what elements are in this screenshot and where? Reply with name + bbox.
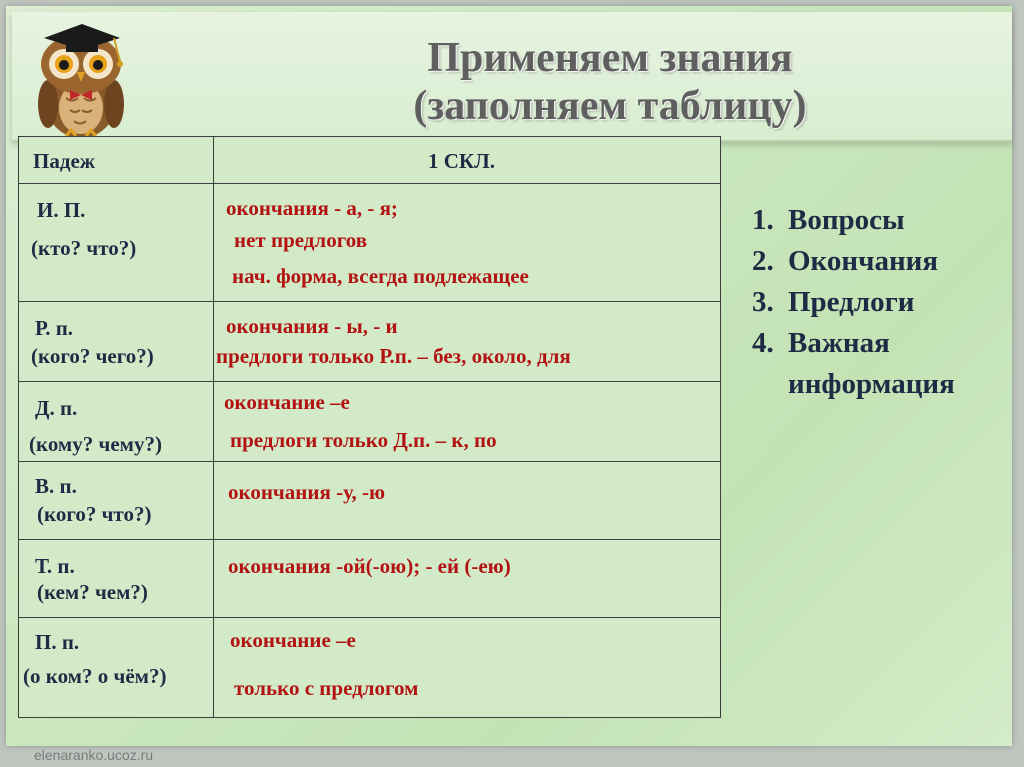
ending-line: окончания -ой(-ою); - ей (-ею)	[228, 554, 511, 578]
table-row	[19, 462, 721, 540]
table-header-row	[19, 137, 721, 184]
ending-cell	[214, 540, 721, 618]
topic-list	[752, 200, 988, 405]
table-row	[19, 618, 721, 718]
case-cell	[19, 618, 214, 718]
header-case-cell	[19, 137, 214, 184]
watermark: elenaranko.ucoz.ru	[34, 747, 154, 763]
list-number: 2.	[752, 245, 774, 277]
ending-line: нет предлогов	[234, 228, 368, 252]
list-item	[752, 282, 988, 323]
ending-cell	[214, 462, 721, 540]
case-cell	[19, 382, 214, 462]
list-number: 1.	[752, 204, 774, 236]
header-case-label: Падеж	[33, 149, 96, 173]
ending-cell	[214, 184, 721, 302]
case-cell	[19, 540, 214, 618]
case-name: П. п.	[35, 630, 80, 654]
table-row	[19, 184, 721, 302]
owl-teacher-icon	[22, 14, 140, 140]
ending-line: предлоги только Д.п. – к, по	[230, 428, 497, 452]
list-number: 3.	[752, 286, 774, 318]
table-row	[19, 302, 721, 382]
case-cell	[19, 184, 214, 302]
case-question: (о ком? о чём?)	[23, 664, 167, 688]
ending-line: окончание –е	[230, 628, 356, 652]
case-name: Т. п.	[35, 554, 75, 578]
ending-line: только с предлогом	[234, 676, 419, 700]
title-line-1: Применяем знания	[427, 35, 793, 81]
case-question: (кто? что?)	[31, 236, 137, 260]
table-row	[19, 382, 721, 462]
case-name: В. п.	[35, 474, 77, 498]
ending-cell	[214, 618, 721, 718]
ending-line: окончания -у, -ю	[228, 480, 386, 504]
header-decl-label: 1 СКЛ.	[428, 149, 496, 173]
declension-table	[18, 136, 721, 718]
case-name: Д. п.	[35, 396, 78, 420]
list-text: Важная информация	[788, 327, 955, 400]
case-question: (кому? чему?)	[29, 432, 162, 456]
case-cell	[19, 462, 214, 540]
ending-line: окончание –е	[224, 390, 350, 414]
list-text: Предлоги	[788, 286, 915, 318]
case-name: Р. п.	[35, 316, 74, 340]
list-item	[752, 241, 988, 282]
case-question: (кем? чем?)	[37, 580, 148, 604]
list-text: Вопросы	[788, 204, 905, 236]
list-item	[752, 323, 988, 405]
ending-line: нач. форма, всегда подлежащее	[232, 264, 529, 288]
ending-line: окончания - а, - я;	[226, 196, 398, 220]
header-decl-cell	[214, 137, 721, 184]
page-title	[270, 34, 950, 130]
ending-line: окончания - ы, - и	[226, 314, 398, 338]
title-line-2: (заполняем таблицу)	[413, 83, 807, 129]
case-cell	[19, 302, 214, 382]
list-number: 4.	[752, 327, 774, 359]
list-text: Окончания	[788, 245, 939, 277]
ending-cell	[214, 302, 721, 382]
case-name: И. П.	[37, 198, 86, 222]
ending-line: предлоги только Р.п. – без, около, для	[216, 344, 571, 368]
table-row	[19, 540, 721, 618]
case-question: (кого? что?)	[37, 502, 152, 526]
ending-cell	[214, 382, 721, 462]
list-item	[752, 200, 988, 241]
case-question: (кого? чего?)	[31, 344, 154, 368]
